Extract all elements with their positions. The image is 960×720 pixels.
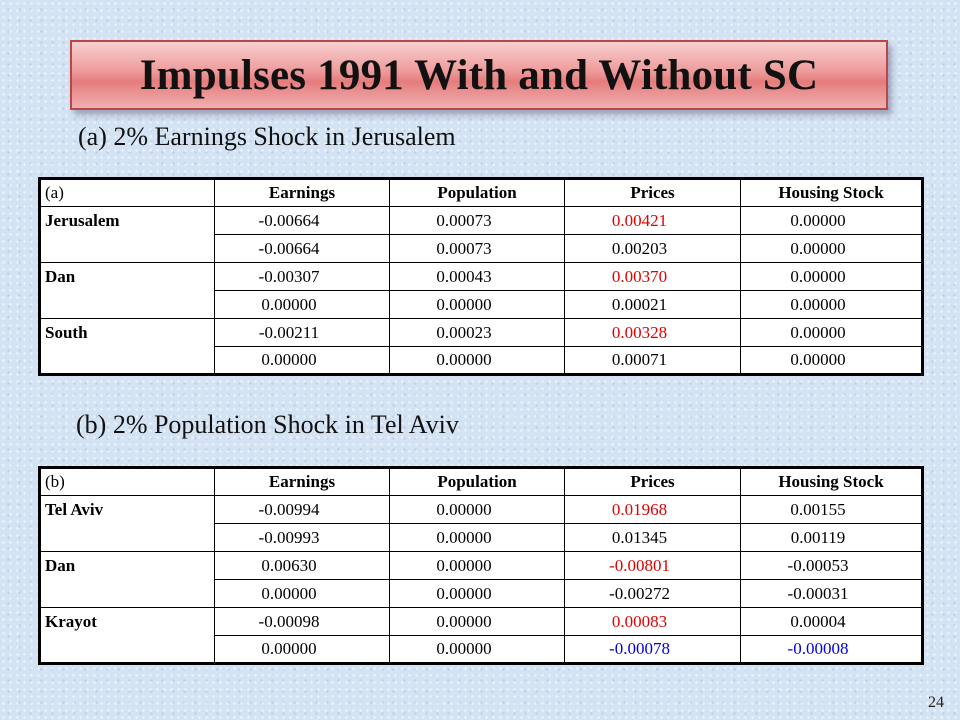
cell-prices: 0.00083 [565,608,741,636]
cell-housing-stock: -0.00053 [741,552,923,580]
cell-housing-stock: 0.00000 [741,263,923,291]
impulse-table-a [38,177,924,376]
cell-population: 0.00000 [390,608,565,636]
cell-housing-stock: -0.00031 [741,580,923,608]
cell-housing-stock: 0.00155 [741,496,923,524]
table-row [40,207,923,235]
table-row [40,496,923,524]
cell-prices: 0.00421 [565,207,741,235]
cell-population: 0.00043 [390,263,565,291]
header-row [40,468,923,496]
cell-housing-stock: 0.00004 [741,608,923,636]
cell-housing-stock: 0.00000 [741,347,923,375]
cell-population: 0.00073 [390,207,565,235]
cell-prices: -0.00801 [565,552,741,580]
col-header: Housing Stock [741,468,923,496]
impulse-table-b [38,466,924,665]
cell-earnings: -0.00993 [215,524,390,552]
cell-prices: 0.01345 [565,524,741,552]
cell-population: 0.00000 [390,496,565,524]
cell-housing-stock: 0.00000 [741,319,923,347]
slide-title: Impulses 1991 With and Without SC [139,51,819,99]
table-row [40,319,923,347]
cell-housing-stock: -0.00008 [741,636,923,664]
col-header: Housing Stock [741,179,923,207]
region-label: Dan [40,263,215,319]
cell-earnings: -0.00211 [215,319,390,347]
col-header: Prices [565,179,741,207]
col-header: Earnings [215,468,390,496]
col-header: Population [390,179,565,207]
subtitle-b: (b) 2% Population Shock in Tel Aviv [76,410,459,439]
cell-earnings: 0.00000 [215,636,390,664]
region-label: South [40,319,215,375]
cell-prices: 0.00203 [565,235,741,263]
cell-earnings: -0.00307 [215,263,390,291]
cell-prices: -0.00078 [565,636,741,664]
title-banner [70,40,888,110]
region-label: Jerusalem [40,207,215,263]
cell-earnings: 0.00000 [215,347,390,375]
page-number: 24 [928,694,944,711]
col-header: Earnings [215,179,390,207]
subtitle-a: (a) 2% Earnings Shock in Jerusalem [78,122,456,151]
corner-label: (a) [40,179,215,207]
cell-earnings: -0.00664 [215,235,390,263]
cell-prices: 0.00071 [565,347,741,375]
cell-population: 0.00073 [390,235,565,263]
cell-housing-stock: 0.00119 [741,524,923,552]
cell-population: 0.00023 [390,319,565,347]
region-label: Krayot [40,608,215,664]
cell-earnings: -0.00994 [215,496,390,524]
header-row [40,179,923,207]
cell-earnings: 0.00630 [215,552,390,580]
cell-population: 0.00000 [390,291,565,319]
cell-prices: -0.00272 [565,580,741,608]
cell-housing-stock: 0.00000 [741,291,923,319]
cell-population: 0.00000 [390,524,565,552]
cell-housing-stock: 0.00000 [741,207,923,235]
cell-prices: 0.01968 [565,496,741,524]
cell-prices: 0.00370 [565,263,741,291]
cell-earnings: -0.00664 [215,207,390,235]
region-label: Dan [40,552,215,608]
region-label: Tel Aviv [40,496,215,552]
cell-prices: 0.00021 [565,291,741,319]
col-header: Population [390,468,565,496]
table-row [40,552,923,580]
cell-earnings: -0.00098 [215,608,390,636]
cell-population: 0.00000 [390,580,565,608]
cell-population: 0.00000 [390,347,565,375]
cell-prices: 0.00328 [565,319,741,347]
col-header: Prices [565,468,741,496]
table-row [40,263,923,291]
table-row [40,608,923,636]
cell-population: 0.00000 [390,552,565,580]
cell-earnings: 0.00000 [215,291,390,319]
cell-housing-stock: 0.00000 [741,235,923,263]
cell-earnings: 0.00000 [215,580,390,608]
cell-population: 0.00000 [390,636,565,664]
corner-label: (b) [40,468,215,496]
